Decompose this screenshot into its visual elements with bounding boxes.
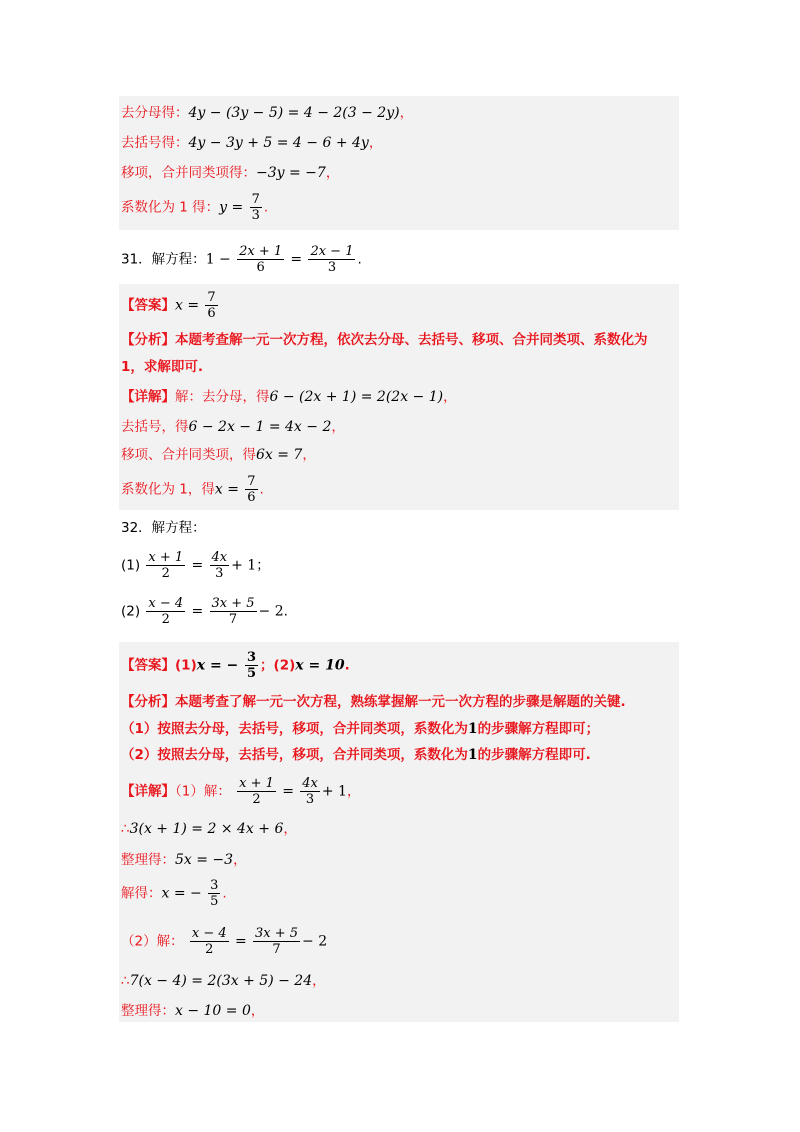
step-remove-brackets: 去括号得：4y − 3y + 5 = 4 − 6 + 4y， [121, 135, 383, 151]
detail-31-step2: 去括号，得6 − 2x − 1 = 4x − 2， [121, 419, 345, 435]
detail-32-step4: 解得：x = − $\frac{3}{5}$ . [121, 878, 227, 909]
fraction: $\frac{4x}{3}$ [302, 776, 318, 807]
question-31: 31．解方程：1 − $\frac{2x + 1}{6}$ = $\frac{2x - 1}{3}$ . [121, 244, 362, 275]
fraction: $\frac{3x + 5}{7}$ [211, 596, 255, 627]
analysis-32: 【分析】本题考查了解一元一次方程，熟练掌握解一元一次方程的步骤是解题的关键. [121, 694, 626, 710]
detail-32-step7: 整理得：x − 10 = 0， [121, 1003, 265, 1019]
answer-32-block [119, 642, 679, 1022]
fraction: $\frac{x - 4}{2}$ [191, 926, 227, 957]
question-32: 32．解方程： [121, 520, 206, 536]
fraction: $\frac{x + 1}{2}$ [239, 776, 274, 807]
detail-31-step4: 系数化为 1，得x = $\frac{7}{6}$ . [121, 474, 264, 505]
analysis-31-cont: 1，求解即可. [121, 359, 204, 375]
fraction: $\frac{3}{5}$ [247, 650, 257, 681]
step-clear-denominator: 去分母得：4y − (3y − 5) = 4 − 2(3 − 2y)， [121, 105, 414, 121]
question-32-part1: (1) $\frac{x + 1}{2}$ = $\frac{4x}{3}$ + 1； [121, 550, 270, 581]
detail-32-step5: （2）解： $\frac{x - 4}{2}$ = $\frac{3x + 5}{7}$ − 2 [121, 926, 328, 957]
fraction: $\frac{3}{5}$ [210, 878, 219, 909]
answer-31: 【答案】x = $\frac{7}{6}$ [121, 290, 216, 321]
answer-32: 【答案】(1)x = − $\frac{3}{5}$ ；(2)x = 10. [121, 650, 350, 681]
analysis-31: 【分析】本题考查解一元一次方程，依次去分母、去括号、移项、合并同类项、系数化为 [121, 332, 648, 348]
therefore-symbol: ∴ [121, 973, 130, 989]
fraction: $\frac{7}{6}$ [207, 290, 216, 321]
detail-31-step1: 【详解】解：去分母，得6 − (2x + 1) = 2(2x − 1)， [121, 389, 457, 405]
fraction: $\frac{x + 1}{2}$ [148, 550, 184, 581]
step-transpose-combine: 移项，合并同类项得：−3y = −7， [121, 165, 340, 181]
fraction: $\frac{7}{3}$ [251, 192, 260, 223]
answer-31-block [119, 284, 679, 510]
fraction: $\frac{2x + 1}{6}$ [239, 244, 283, 275]
analysis-32-step2: （2）按照去分母，去括号，移项，合并同类项，系数化为1的步骤解方程即可. [121, 747, 591, 763]
fraction: $\frac{4x}{3}$ [211, 550, 228, 581]
step-coefficient-one: 系数化为 1 得：y = $\frac{7}{3}$ . [121, 192, 269, 223]
detail-32-step1: 【详解】（1）解： $\frac{x + 1}{2}$ = $\frac{4x}{3}$ + 1， [121, 776, 361, 807]
previous-solution-block [119, 96, 679, 230]
detail-31-step3: 移项、合并同类项，得6x = 7， [121, 447, 316, 463]
detail-32-step2: ∴3(x + 1) = 2 × 4x + 6， [121, 821, 297, 837]
fraction: $\frac{3x + 5}{7}$ [254, 926, 299, 957]
therefore-symbol: ∴ [121, 821, 130, 837]
question-32-part2: (2) $\frac{x - 4}{2}$ = $\frac{3x + 5}{7}$ − 2. [121, 596, 288, 627]
detail-32-step6: ∴7(x − 4) = 2(3x + 5) − 24， [121, 973, 326, 989]
fraction: $\frac{7}{6}$ [247, 474, 256, 505]
fraction: $\frac{x - 4}{2}$ [148, 596, 184, 627]
detail-32-step3: 整理得：5x = −3， [121, 852, 247, 868]
fraction: $\frac{2x - 1}{3}$ [310, 244, 354, 275]
analysis-32-step1: （1）按照去分母，去括号，移项，合并同类项，系数化为1的步骤解方程即可； [121, 721, 600, 737]
